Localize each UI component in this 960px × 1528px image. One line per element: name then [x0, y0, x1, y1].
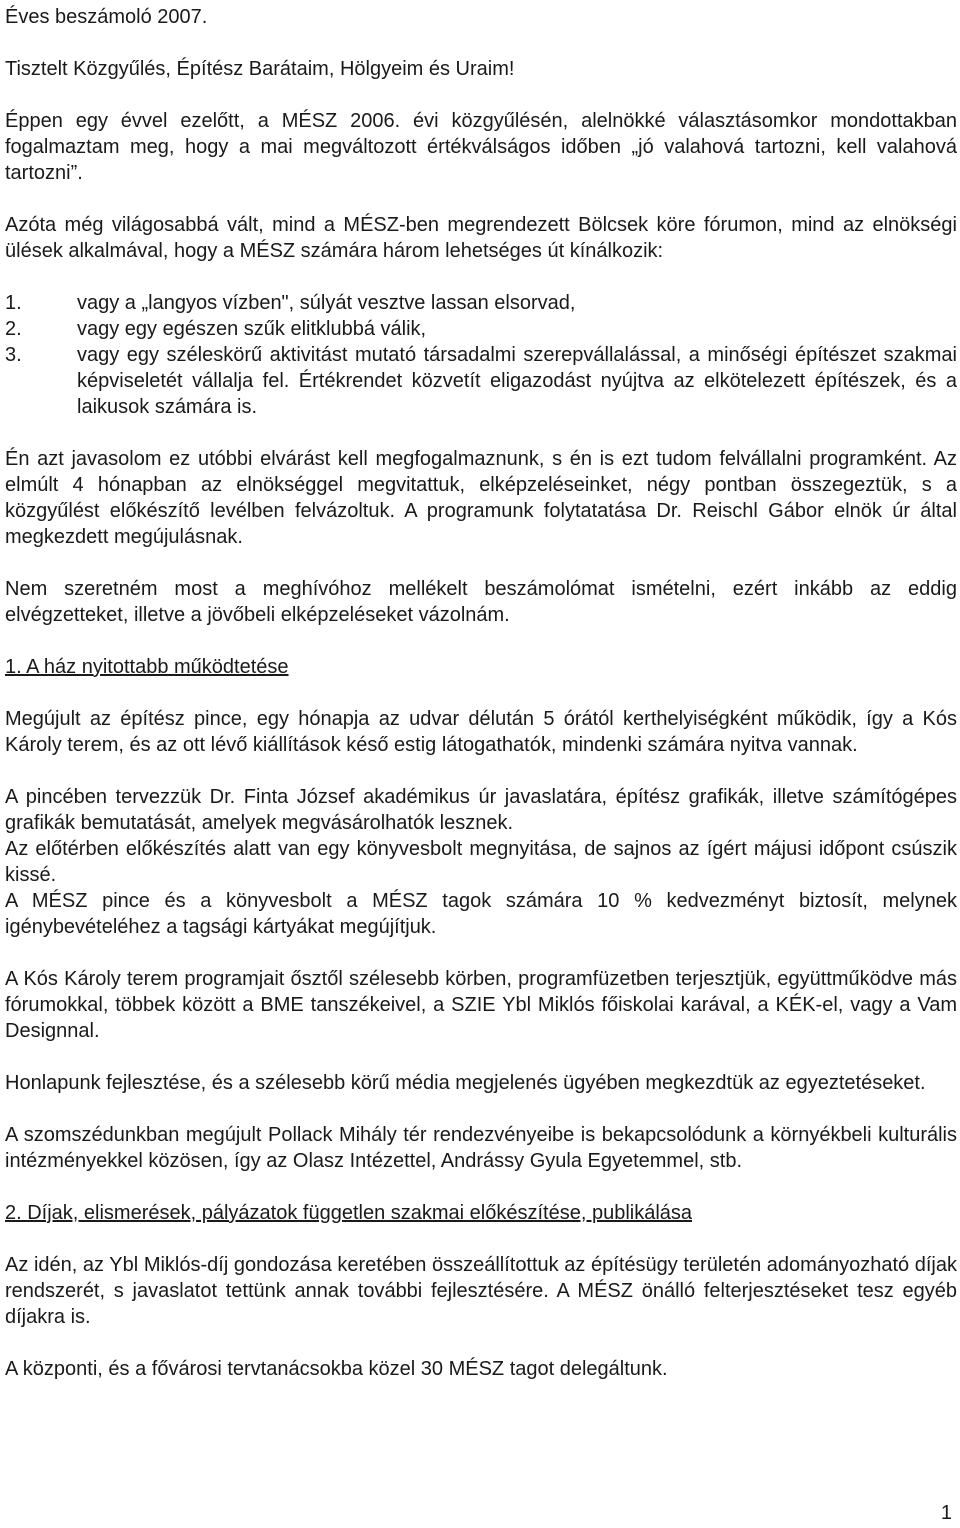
list-item-number: 3.: [5, 344, 22, 366]
list-item: [5, 316, 957, 342]
section-heading-2: 2. Díjak, elismerések, pályázatok független szakmai előkészítése, publikálása: [5, 1202, 693, 1224]
list-item-number: 1.: [5, 292, 22, 314]
paragraph-no-repeat: Nem szeretném most a meghívóhoz mellékelt beszámolómat ismételni, ezért inkább az eddig elvégzetteket, illetve a jövőbeli elképzeléseket vázolnám.: [5, 578, 957, 626]
paragraph-since: Azóta még világosabbá vált, mind a MÉSZ-ben megrendezett Bölcsek köre fórumon, mind az elnökségi ülések alkalmával, hogy a MÉSZ számára három lehetséges út kínálkozik:: [5, 214, 957, 262]
list-item: [5, 290, 957, 316]
paragraph-pollack: A szomszédunkban megújult Pollack Mihály tér rendezvényeibe is bekapcsolódunk a környékbeli kulturális intézményekkel közösen, így az Olasz Intézettel, Andrássy Gyula Egyetemmel, stb.: [5, 1124, 957, 1172]
section-heading-1: 1. A ház nyitottabb működtetése: [5, 656, 289, 678]
paragraph-website: Honlapunk fejlesztése, és a szélesebb körű média megjelenés ügyében megkezdtük az egyeztetéseket.: [5, 1072, 926, 1094]
list-item: [5, 342, 957, 420]
document-title: Éves beszámoló 2007.: [5, 6, 208, 28]
list-item-text: vagy a „langyos vízben", súlyát vesztve lassan elsorvad,: [77, 292, 576, 314]
paragraph-bookshop: Az előtérben előkészítés alatt van egy könyvesbolt megnyitása, de sajnos az ígért májusi időpont csúszik kissé.: [5, 838, 957, 886]
paragraph-councils: A központi, és a fővárosi tervtanácsokba közel 30 MÉSZ tagot delegáltunk.: [5, 1358, 668, 1380]
page-number: 1: [940, 1502, 952, 1524]
paragraph-intro: Éppen egy évvel ezelőtt, a MÉSZ 2006. évi közgyűlésén, alelnökké választásomkor mondottakban fogalmaztam meg, hogy a mai megváltozott értékválságos időben „jó valahová tartozni, kell valahová tartozni”.: [5, 110, 957, 184]
paragraph-proposal: Én azt javasolom ez utóbbi elvárást kell megfogalmaznunk, s én is ezt tudom felvállalni programként. Az elmúlt 4 hónapban az elnökséggel megvitattuk, elképzeléseinket, négy pontban összegeztük, s a közgyűlést előkészítő levélben felvázoltuk. A programunk folytatatása Dr. Reischl Gábor elnök úr által megkezdett megújulásnak.: [5, 448, 957, 548]
paragraph-cellar: Megújult az építész pince, egy hónapja az udvar délután 5 órától kerthelyiségként működik, így a Kós Károly terem, és az ott lévő kiállítások késő estig látogathatók, mindenki számára nyitva vannak.: [5, 708, 957, 756]
paragraph-ybl: Az idén, az Ybl Miklós-díj gondozása keretében összeállítottuk az építésügy területén adományozható díjak rendszerét, s javaslatot tettünk annak további fejlesztésére. A MÉSZ önálló felterjesztéseket tesz egyéb díjakra is.: [5, 1254, 957, 1328]
paragraph-cellar-plan: A pincében tervezzük Dr. Finta József akadémikus úr javaslatára, építész grafikák, illetve számítógépes grafikák bemutatását, amelyek megvásárolhatók lesznek.: [5, 786, 957, 834]
greeting: Tisztelt Közgyűlés, Építész Barátaim, Hölgyeim és Uraim!: [5, 58, 515, 80]
paragraph-discount: A MÉSZ pince és a könyvesbolt a MÉSZ tagok számára 10 % kedvezményt biztosít, melynek igénybevételéhez a tagsági kártyákat megújítjuk.: [5, 890, 957, 938]
list-item-text: vagy egy széleskörű aktivitást mutató társadalmi szerepvállalással, a minőségi építészet szakmai képviseletét vállalja fel. Értékrendet közvetít eligazodást nyújtva az elkötelezett építészek, és a laikusok számára is.: [77, 344, 957, 418]
paths-list: [5, 290, 957, 420]
list-item-text: vagy egy egészen szűk elitklubbá válik,: [77, 318, 427, 340]
list-item-number: 2.: [5, 318, 22, 340]
paragraph-kos-programs: A Kós Károly terem programjait ősztől szélesebb körben, programfüzetben terjesztjük, együttműködve más fórumokkal, többek között a BME tanszékeivel, a SZIE Ybl Miklós főiskolai karával, a KÉK-el, vagy a Vam Designnal.: [5, 968, 957, 1042]
document-page: [5, 4, 957, 1408]
